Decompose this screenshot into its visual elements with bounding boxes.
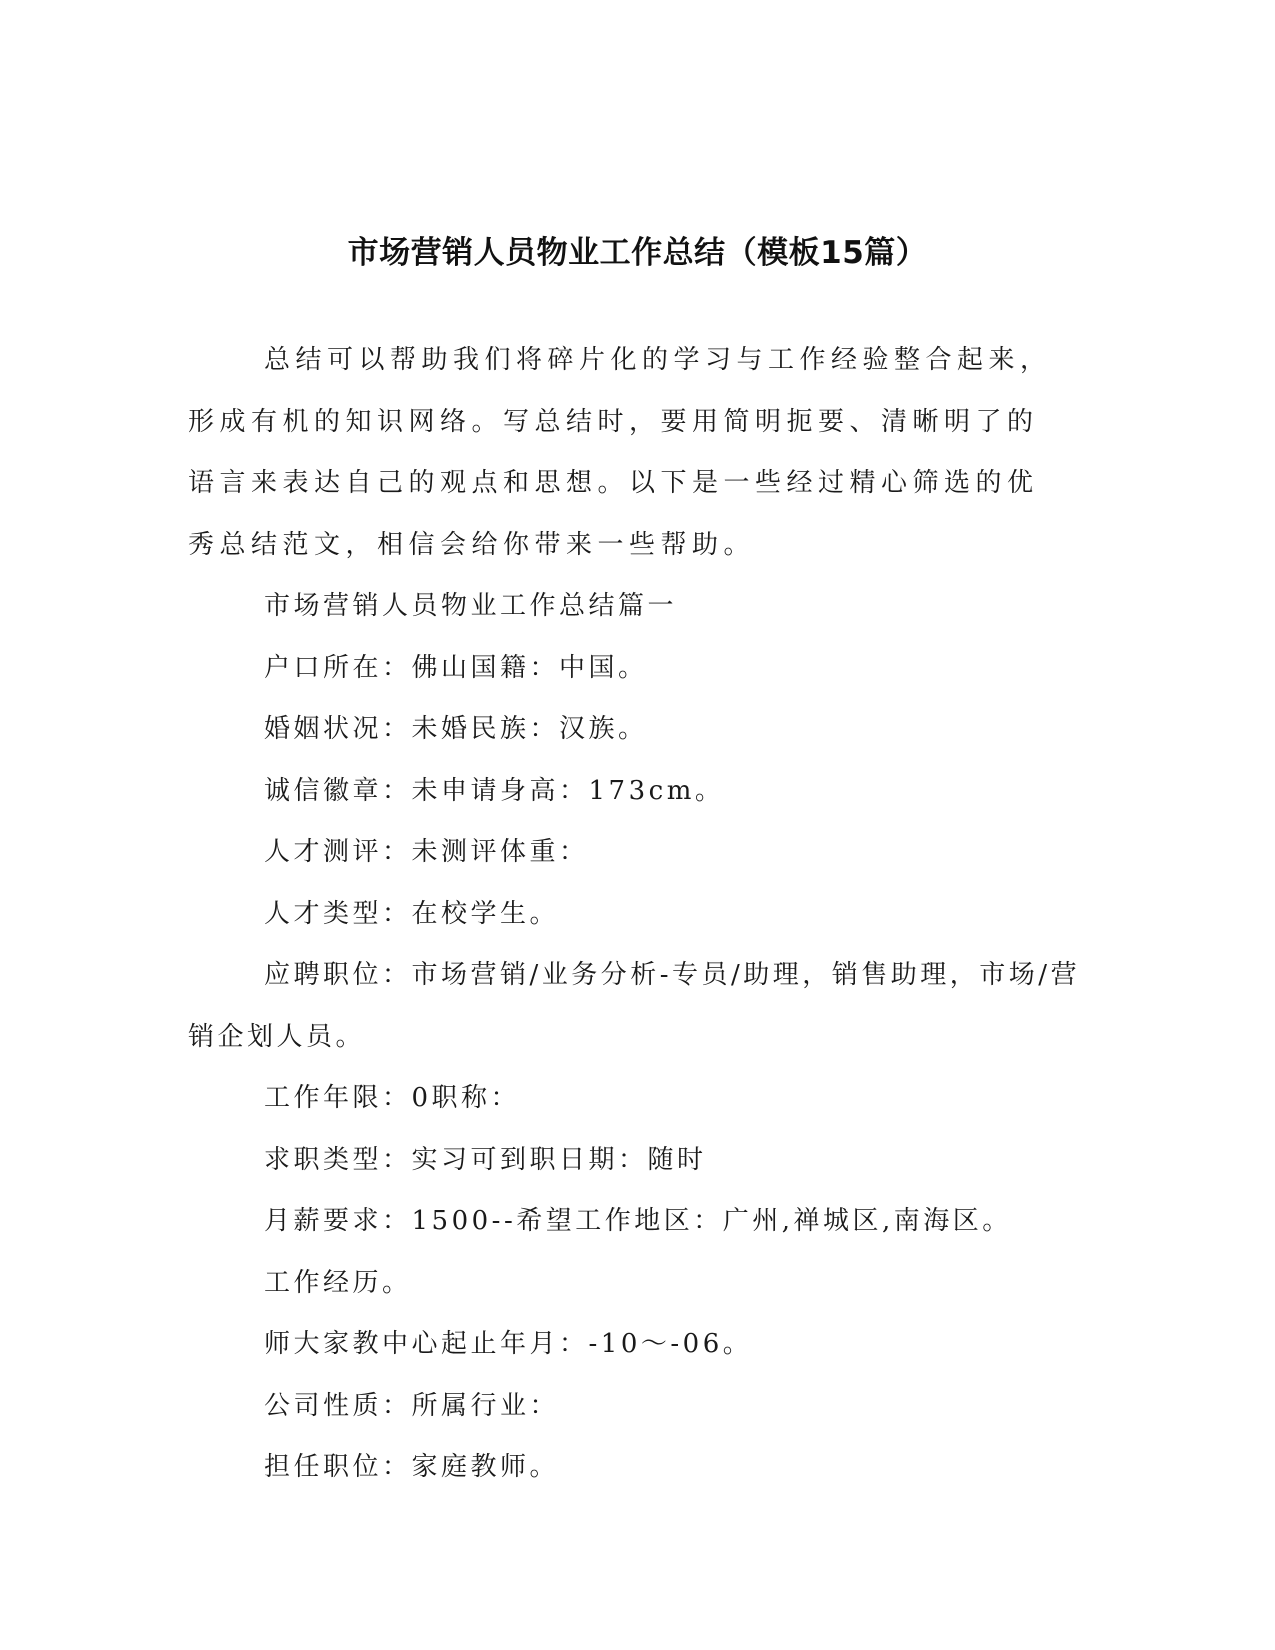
integrity-badge-line: 诚信徽章：未申请身高：173cm。 — [264, 775, 725, 806]
intro-paragraph: 总结可以帮助我们将碎片化的学习与工作经验整合起来，形成有机的知识网络。写总结时，要用简明扼要、清晰明了的语言来表达自己的观点和思想。以下是一些经过精心筛选的优秀总结范文，相信会给你带来一些帮助。 — [188, 345, 1052, 560]
content-lines — [188, 576, 1083, 1499]
applied-position-line: 应聘职位：市场营销/业务分析-专员/助理，销售助理，市场/营销企划人员。 — [188, 960, 1081, 1052]
marital-status-line: 婚姻状况：未婚民族：汉族。 — [264, 714, 648, 744]
work-experience-heading: 工作经历。 — [264, 1267, 412, 1298]
talent-type-line: 人才类型：在校学生。 — [264, 898, 560, 929]
salary-line: 月薪要求：1500--希望工作地区：广州,禅城区,南海区。 — [264, 1206, 1012, 1236]
talent-assessment-line: 人才测评：未测评体重： — [264, 837, 589, 867]
position-held-line: 担任职位：家庭教师。 — [264, 1452, 560, 1482]
employer-line: 师大家教中心起止年月：-10～-06。 — [264, 1329, 753, 1359]
work-years-line: 工作年限：0职称： — [264, 1083, 521, 1113]
hukou-line: 户口所在：佛山国籍：中国。 — [264, 652, 648, 683]
company-nature-line: 公司性质：所属行业： — [264, 1390, 560, 1421]
page-title: 市场营销人员物业工作总结（模板15篇） — [347, 234, 928, 271]
job-type-line: 求职类型：实习可到职日期：随时 — [264, 1144, 707, 1175]
section-heading: 市场营销人员物业工作总结篇一 — [264, 591, 678, 621]
